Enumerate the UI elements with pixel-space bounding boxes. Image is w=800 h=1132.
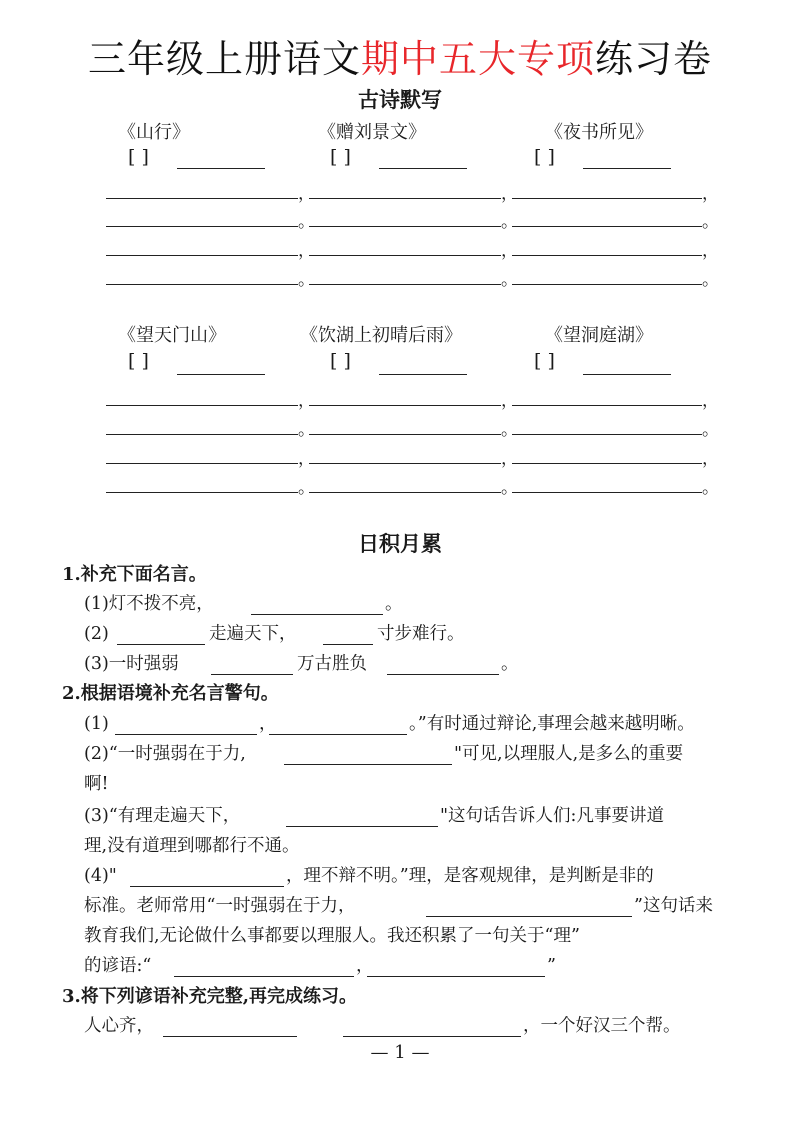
- poem-line-blank[interactable]: [309, 405, 501, 406]
- poem-line-blank[interactable]: [106, 226, 298, 227]
- author-blank[interactable]: [177, 168, 265, 169]
- q2-item-3-blank[interactable]: [286, 826, 438, 827]
- poem-title: 《饮湖上初晴后雨》: [300, 325, 462, 346]
- q1-item-2-blank-a[interactable]: [117, 644, 205, 645]
- q2-item-2-rest: "可见,以理服人,是多么的重要: [454, 744, 684, 764]
- page-title: 三年级上册语文期中五大专项练习卷: [87, 37, 713, 81]
- punctuation: ，: [702, 449, 719, 469]
- author-bracket: [ ]: [330, 350, 351, 372]
- q2-item-2-cont: 啊!: [84, 774, 109, 794]
- poem-line-blank[interactable]: [106, 463, 298, 464]
- q2-item-1-rest: 。”有时通过辩论,事理会越来越明晰。: [409, 714, 695, 734]
- poem-line-blank[interactable]: [309, 284, 501, 285]
- punctuation: 。: [501, 212, 518, 232]
- punctuation: 。: [298, 212, 315, 232]
- section-heading-accumulation: 日积月累: [358, 531, 442, 556]
- poem-line-blank[interactable]: [512, 198, 702, 199]
- q2-item-4-rest: ，理不辩不明。”理，是客观规律，是判断是非的: [286, 866, 654, 886]
- punctuation: ，: [702, 184, 719, 204]
- punctuation: 。: [298, 270, 315, 290]
- poem-line-blank[interactable]: [512, 492, 702, 493]
- author-bracket: [ ]: [128, 146, 149, 168]
- punctuation: 。: [501, 270, 518, 290]
- author-blank[interactable]: [379, 168, 467, 169]
- q2-item-4-line2: 标准。老师常用“一时强弱在于力，: [84, 896, 356, 916]
- poem-line-blank[interactable]: [309, 255, 501, 256]
- punctuation: ，: [298, 184, 315, 204]
- poem-line-blank[interactable]: [106, 198, 298, 199]
- punctuation: 。: [702, 270, 719, 290]
- question-2-heading: 2.根据语境补充名言警句。: [62, 683, 279, 704]
- poem-line-blank[interactable]: [309, 463, 501, 464]
- poem-line-blank[interactable]: [309, 226, 501, 227]
- q2-item-4-comma: ，: [356, 956, 374, 976]
- author-bracket: [ ]: [330, 146, 351, 168]
- punctuation: ，: [702, 391, 719, 411]
- q2-item-2-text: (2)“一时强弱在于力,: [84, 744, 246, 764]
- q1-item-1-blank[interactable]: [251, 614, 383, 615]
- author-blank[interactable]: [379, 374, 467, 375]
- poem-line-blank[interactable]: [106, 284, 298, 285]
- q1-item-3-end: 。: [501, 654, 519, 674]
- q2-item-3-cont: 理,没有道理到哪都行不通。: [84, 836, 300, 856]
- q1-item-3-blank-a[interactable]: [211, 674, 293, 675]
- q1-item-3-mid: 万古胜负: [297, 654, 367, 674]
- poem-title: 《望洞庭湖》: [545, 325, 653, 346]
- poem-title: 《山行》: [118, 122, 190, 143]
- author-bracket: [ ]: [534, 146, 555, 168]
- q1-item-2-mid: 走遍天下，: [209, 624, 297, 644]
- author-bracket: [ ]: [534, 350, 555, 372]
- poem-title: 《望天门山》: [118, 325, 226, 346]
- poem-line-blank[interactable]: [512, 463, 702, 464]
- q3-item-1-rest: ，一个好汉三个帮。: [523, 1016, 681, 1036]
- punctuation: 。: [702, 478, 719, 498]
- q1-item-2-label: (2): [84, 624, 109, 644]
- punctuation: ，: [702, 241, 719, 261]
- poem-title: 《赠刘景文》: [318, 122, 426, 143]
- poem-line-blank[interactable]: [512, 284, 702, 285]
- author-blank[interactable]: [583, 168, 671, 169]
- punctuation: 。: [702, 212, 719, 232]
- punctuation: 。: [702, 420, 719, 440]
- poem-line-blank[interactable]: [106, 255, 298, 256]
- q2-item-3-text: (3)“有理走遍天下，: [84, 806, 241, 826]
- q1-item-2-blank-b[interactable]: [323, 644, 373, 645]
- punctuation: ，: [501, 391, 518, 411]
- q2-item-1-comma: ，: [259, 714, 277, 734]
- q1-item-2-end: 寸步难行。: [377, 624, 465, 644]
- punctuation: ，: [501, 449, 518, 469]
- poem-line-blank[interactable]: [512, 405, 702, 406]
- author-blank[interactable]: [583, 374, 671, 375]
- punctuation: 。: [298, 420, 315, 440]
- question-3-heading: 3.将下列谚语补充完整,再完成练习。: [62, 986, 358, 1007]
- q2-item-4-line3: 教育我们,无论做什么事都要以理服人。我还积累了一句关于“理”: [84, 926, 580, 946]
- q1-item-1-end: 。: [385, 594, 403, 614]
- q2-item-4-line2-end: ”这句话来: [634, 896, 713, 916]
- q1-item-3-blank-b[interactable]: [387, 674, 499, 675]
- poem-line-blank[interactable]: [106, 492, 298, 493]
- q2-item-4-blank-b[interactable]: [426, 916, 632, 917]
- poem-line-blank[interactable]: [309, 434, 501, 435]
- q2-item-1-blank-a[interactable]: [115, 734, 257, 735]
- q3-item-1-text: 人心齐，: [84, 1016, 154, 1036]
- poem-line-blank[interactable]: [512, 255, 702, 256]
- q2-item-4-line4: 的谚语:“: [84, 956, 152, 976]
- poem-line-blank[interactable]: [309, 492, 501, 493]
- page-number: — 1 —: [370, 1042, 430, 1063]
- q2-item-4-blank-a[interactable]: [130, 886, 284, 887]
- q1-item-1-text: (1)灯不拨不亮，: [84, 594, 214, 614]
- poem-line-blank[interactable]: [106, 434, 298, 435]
- poem-title: 《夜书所见》: [545, 122, 653, 143]
- punctuation: ，: [501, 184, 518, 204]
- punctuation: 。: [501, 478, 518, 498]
- q1-item-3-text: (3)一时强弱: [84, 654, 179, 674]
- question-1-heading: 1.补充下面名言。: [62, 564, 207, 585]
- q2-item-1-blank-b[interactable]: [269, 734, 407, 735]
- q2-item-2-blank[interactable]: [284, 764, 452, 765]
- poem-line-blank[interactable]: [309, 198, 501, 199]
- q2-item-4-label: (4)": [84, 866, 117, 886]
- poem-line-blank[interactable]: [106, 405, 298, 406]
- author-blank[interactable]: [177, 374, 265, 375]
- punctuation: 。: [298, 478, 315, 498]
- section-heading-poems: 古诗默写: [358, 87, 442, 112]
- poem-line-blank[interactable]: [512, 226, 702, 227]
- q2-item-4-blank-d[interactable]: [367, 976, 545, 977]
- punctuation: ，: [298, 449, 315, 469]
- punctuation: ，: [298, 391, 315, 411]
- q2-item-4-blank-c[interactable]: [174, 976, 354, 977]
- poem-line-blank[interactable]: [512, 434, 702, 435]
- q3-item-1-blank-b[interactable]: [343, 1036, 521, 1037]
- punctuation: 。: [501, 420, 518, 440]
- q3-item-1-blank-a[interactable]: [163, 1036, 297, 1037]
- author-bracket: [ ]: [128, 350, 149, 372]
- q2-item-3-rest: "这句话告诉人们:凡事要讲道: [440, 806, 664, 826]
- punctuation: ，: [298, 241, 315, 261]
- q2-item-1-label: (1): [84, 714, 109, 734]
- q2-item-4-close-quote: ”: [547, 956, 556, 976]
- punctuation: ，: [501, 241, 518, 261]
